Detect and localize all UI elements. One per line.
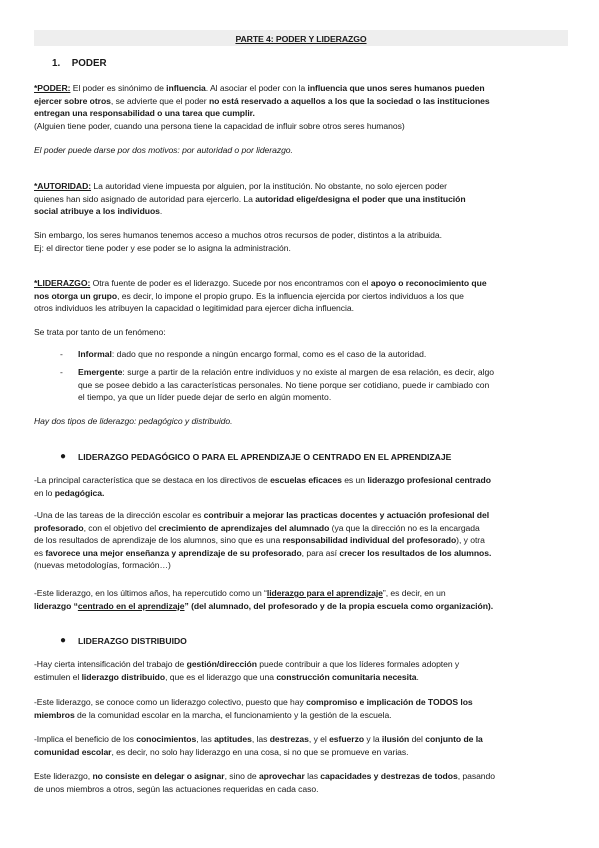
text: y la <box>364 734 382 744</box>
bold-text: compromiso e implicación de TODOS los <box>306 697 473 707</box>
bold-text: favorece una mejor enseñanza y aprendizaje de su profesorado <box>45 547 302 558</box>
text: ), y otra <box>456 535 485 546</box>
bullet-dot-icon: ● <box>60 635 67 646</box>
text: . <box>416 671 419 682</box>
distribuido-paragraph-2 <box>34 696 568 721</box>
bold-text: ” (del alumnado, del profesorado y de la propia escuela como organización). <box>184 600 494 611</box>
text: . <box>159 206 163 217</box>
section-heading <box>52 58 107 69</box>
bold-text: crecimiento de aprendizajes del alumnado <box>158 522 330 533</box>
pedagogico-heading <box>60 452 451 462</box>
heading-text: LIDERAZGO PEDAGÓGICO O PARA EL APRENDIZAJE O CENTRADO EN EL APRENDIZAJE <box>78 452 452 462</box>
bold-text: miembros <box>34 709 75 720</box>
text: que se posee debido a las características personales. No tiene porque ser cotidiano, puede ir cambiado con <box>78 379 490 390</box>
bold-text: ilusión <box>381 734 410 744</box>
text: otros individuos les atribuyen la capacidad o legitimidad para ejercer dicha influencia. <box>34 303 354 314</box>
text: Ej: el director tiene poder y ese poder se lo asigna la administración. <box>34 242 291 253</box>
text: Sin embargo, los seres humanos tenemos acceso a muchos otros recursos de poder, distintos a la atribuida. <box>34 230 442 240</box>
text: las <box>304 771 321 781</box>
distribuido-paragraph-1 <box>34 658 568 683</box>
text: -Una de las tareas de la dirección escolar es <box>34 510 204 520</box>
text: ”, es decir, en un <box>382 588 446 598</box>
text: Este liderazgo, <box>34 771 93 781</box>
text: , y el <box>308 734 330 744</box>
text: quienes han sido asignado de autoridad para ejercerlo. La <box>34 193 256 204</box>
bold-text: contribuir a mejorar las practicas docentes y actuación profesional del <box>203 510 490 520</box>
text: -Implica el beneficio de los <box>34 734 137 744</box>
bold-text: comunidad escolar <box>34 746 112 757</box>
liderazgo-paragraph <box>34 277 568 315</box>
autoridad-label: *AUTORIDAD: <box>34 181 92 191</box>
text: , sino de <box>224 771 259 781</box>
bold-text: entregan una responsabilidad o una tarea que cumplir. <box>34 108 255 119</box>
heading-text: LIDERAZGO DISTRIBUIDO <box>78 636 187 646</box>
dash-bullet: - <box>60 367 63 377</box>
poder-label: *PODER: <box>34 83 71 93</box>
text: en lo <box>34 487 55 498</box>
text: es <box>34 547 46 558</box>
text: : dado que no responde a ningún encargo formal, como es el caso de la autoridad. <box>111 349 427 359</box>
distribuido-paragraph-3 <box>34 733 568 758</box>
bold-text: no está reservado a aquellos a los que la sociedad o las instituciones <box>208 95 490 106</box>
pedagogico-paragraph-3 <box>34 587 568 612</box>
bold-text: responsabilidad individual del profesorado <box>282 535 457 546</box>
text: (nuevas metodologías, formación…) <box>34 560 171 571</box>
text: de la comunidad escolar en la marcha, el funcionamiento y la gestión de la escuela. <box>74 709 392 720</box>
text: , las <box>251 734 270 744</box>
distribuido-heading <box>60 636 187 646</box>
bold-text: conjunto de la <box>425 734 483 744</box>
text: , que es el liderazgo que una <box>165 671 277 682</box>
bold-text: pedagógica. <box>54 487 105 498</box>
bold-text: autoridad elige/designa el poder que una institución <box>255 193 466 204</box>
poder-paragraph <box>34 82 568 132</box>
bold-text: liderazgo distribuido <box>81 671 166 682</box>
autoridad-paragraph-2 <box>34 229 568 254</box>
text: de los resultados de aprendizaje de los alumnos, sino que es una <box>34 535 283 546</box>
text: -Este liderazgo, en los últimos años, ha repercutido como un “ <box>34 588 267 598</box>
text: Otra fuente de poder es el liderazgo. Sucede por nos encontramos con el <box>90 278 371 288</box>
bold-text: liderazgo profesional centrado <box>367 475 491 485</box>
text: el tiempo, ya que un líder puede dejar de serlo en algún momento. <box>78 392 332 403</box>
autoridad-paragraph <box>34 180 568 218</box>
section-title: PODER <box>71 58 107 69</box>
text: , es decir, no solo hay liderazgo en una cosa, si no que se promueve en varias. <box>111 746 409 757</box>
bold-text: conocimientos <box>136 734 197 744</box>
list-item-informal <box>60 348 564 361</box>
bold-text: no consiste en delegar o asignar <box>92 771 225 781</box>
bold-text: destrezas <box>269 734 309 744</box>
text: , para así <box>301 547 340 558</box>
dash-bullet: - <box>60 349 63 359</box>
part-title: PARTE 4: PODER Y LIDERAZGO <box>34 30 568 46</box>
poder-italic-note: El poder puede darse por dos motivos: por autoridad o por liderazgo. <box>34 145 293 155</box>
bold-text: ejercer sobre otros <box>34 95 111 106</box>
section-number: 1. <box>52 58 61 69</box>
liderazgo-intro: Se trata por tanto de un fenómeno: <box>34 327 166 337</box>
text: , se advierte que el poder <box>110 95 209 106</box>
text: del <box>409 734 426 744</box>
bold-text: profesorado <box>34 522 84 533</box>
text: La autoridad viene impuesta por alguien, por la institución. No obstante, no solo ejercen poder <box>91 181 447 191</box>
text: (ya que la dirección no es la encargada <box>329 522 480 533</box>
text: , con el objetivo del <box>83 522 159 533</box>
list-item-emergente <box>60 366 564 404</box>
text: es un <box>341 475 368 485</box>
bold-text: crecer los resultados de los alumnos. <box>339 547 492 558</box>
text: -La principal característica que se destaca en los directivos de <box>34 475 271 485</box>
bold-text: Informal <box>78 349 112 359</box>
pedagogico-paragraph-2 <box>34 509 568 572</box>
text: -Este liderazgo, se conoce como un liderazgo colectivo, puesto que hay <box>34 697 307 707</box>
document-page <box>34 30 568 794</box>
bold-text: escuelas eficaces <box>270 475 342 485</box>
text: (Alguien tiene poder, cuando una persona tiene la capacidad de influir sobre otros seres humanos) <box>34 120 405 131</box>
liderazgo-types-note: Hay dos tipos de liderazgo: pedagógico y distribuido. <box>34 416 233 426</box>
text: . Al asociar el poder con la <box>205 83 308 93</box>
distribuido-paragraph-4 <box>34 770 568 795</box>
bullet-dot-icon: ● <box>60 451 67 462</box>
text: puede contribuir a que los líderes formales adopten y <box>256 659 460 669</box>
bold-text: social atribuye a los individuos <box>34 206 160 217</box>
bold-text: aptitudes <box>214 734 252 744</box>
text: : surge a partir de la relación entre individuos y no existe al margen de esa relación, es decir, algo <box>122 367 495 377</box>
bold-text: nos otorga un grupo <box>34 290 118 301</box>
bold-text: liderazgo “ <box>34 600 78 611</box>
text: de unos miembros a otros, según las actuaciones requeridas en cada caso. <box>34 783 319 794</box>
bold-text: influencia <box>166 83 206 93</box>
pedagogico-paragraph-1 <box>34 474 568 499</box>
text: -Hay cierta intensificación del trabajo de <box>34 659 187 669</box>
bold-text: esfuerzo <box>329 734 365 744</box>
bold-text: centrado en el aprendizaje <box>77 600 185 611</box>
text: El poder es sinónimo de <box>70 83 167 93</box>
liderazgo-label: *LIDERAZGO: <box>34 278 91 288</box>
bold-text: Emergente <box>78 367 123 377</box>
bold-text: liderazgo para el aprendizaje <box>266 588 383 598</box>
bold-text: capacidades y destrezas de todos <box>320 771 458 781</box>
bold-text: construcción comunitaria necesita <box>276 671 417 682</box>
bold-text: aprovechar <box>258 771 305 781</box>
text: estimulen el <box>34 671 82 682</box>
bold-text: apoyo o reconocimiento que <box>370 278 487 288</box>
bold-text: gestión/dirección <box>186 659 257 669</box>
text: , pasando <box>457 771 495 781</box>
text: , es decir, lo impone el propio grupo. Es la influencia ejercida por ciertos individuos a los que <box>117 290 464 301</box>
bold-text: influencia que unos seres humanos pueden <box>307 83 485 93</box>
text: , las <box>196 734 215 744</box>
